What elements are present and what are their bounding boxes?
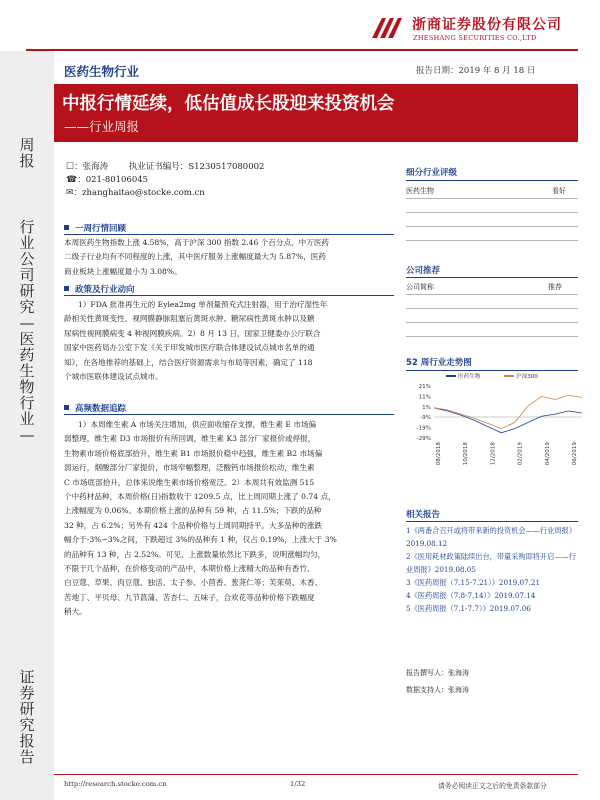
left-band-top-text: 周报 — [19, 136, 35, 170]
rating-title: 细分行业评级 — [406, 168, 458, 178]
related-title: 相关报告 — [406, 510, 441, 520]
chart-divider — [406, 370, 578, 371]
section-bullet-icon — [64, 286, 69, 291]
y-tick-label: -19% — [416, 425, 431, 432]
left-band-middle-text: 行业公司研究—医药生物行业— — [19, 218, 35, 444]
cert-number: S1230517080002 — [188, 162, 265, 172]
footer-disclaimer: 请务必阅读正文之后的免责条款部分 — [438, 782, 547, 790]
x-tick-label: 12/2018 — [490, 442, 497, 466]
x-tick-label: 04/2019 — [544, 442, 551, 466]
email-label: ： — [73, 188, 83, 198]
related-list — [406, 524, 578, 615]
x-tick-label: 06/2019 — [572, 442, 578, 466]
recommend-title: 公司推荐 — [406, 266, 441, 276]
company-name-cn: 浙商证券股份有限公司 — [412, 17, 562, 33]
company-logo-icon — [368, 14, 408, 42]
phone-label: ： — [77, 175, 86, 185]
user-icon: ☐ — [66, 162, 75, 172]
cert-label: 执业证书编号： — [128, 162, 189, 172]
related-item[interactable]: 3《医药周报（7.15-7.21）》2019.07.21 — [406, 578, 541, 587]
table-line — [406, 226, 578, 227]
related-divider — [406, 521, 578, 522]
series-line-1 — [434, 395, 582, 428]
writer-row: 报告撰写人：张海涛 — [406, 669, 469, 677]
section-divider — [64, 414, 394, 415]
report-subtitle: ——行业周报 — [64, 119, 140, 134]
industry-label: 医药生物行业 — [64, 64, 140, 79]
table-line — [406, 322, 578, 323]
section-policy-body: 1）FDA 批准再生元的 Eylea2mg 单剂量预充式注射器，用于治疗湿性年 龄相关性黄斑变性、视网膜静脉阻塞后黄斑水肿、糖尿病性黄斑水肿以及糖 尿病性视网膜病变 4 种视网膜疾病。2）8 月 13 日，国家卫健委办公厅联合 国家中医药局办公室下发《关于印发城市医疗联合体建设试点城市名单的通 知》，在各地推荐的基础上，结合医疗资源需求与布局等因素，确定了 118 个城市医联体建设试点城市。 — [64, 300, 328, 382]
section-bullet-icon — [64, 405, 69, 410]
x-tick-label: 02/2019 — [517, 442, 524, 466]
section-weekly-review-body: 本周医药生物指数上涨 4.58%，高于沪深 300 指数 2.46 个百分点，中万医药 二级子行业均有不同程度的上涨，其中医疗服务上涨幅度最大为 5.87%，医药 商业板块上涨幅度最小为 3.08%。 — [64, 238, 330, 276]
left-band-bottom-text: 证券研究报告 — [19, 668, 35, 766]
author-row — [66, 160, 264, 172]
email-row — [66, 186, 205, 198]
report-date — [416, 64, 535, 76]
recommend-col-name: 公司简称 — [406, 283, 434, 291]
table-line — [406, 198, 578, 199]
series-line-0 — [434, 408, 582, 433]
phone-number: 021-80106045 — [85, 175, 149, 185]
report-title: 中报行情延续，低估值成长股迎来投资机会 — [62, 94, 395, 114]
legend-label-series-0: 医药生物 — [458, 374, 481, 380]
x-tick-label: 10/2018 — [463, 442, 470, 466]
footer-url[interactable]: http://research.stocke.com.cn — [64, 780, 167, 788]
y-tick-label: -29% — [416, 436, 431, 442]
phone-row — [66, 173, 148, 185]
section-divider — [64, 234, 394, 235]
email-address[interactable]: zhanghaitao@stocke.com.cn — [82, 188, 205, 198]
phone-icon: ☎ — [66, 175, 78, 185]
y-tick-label: -9% — [420, 415, 431, 422]
related-item[interactable]: 2《医用耗材政策陆续出台，带量采购即将开启——行业周报》2019.08.05 — [406, 552, 576, 574]
y-tick-label: 1% — [422, 404, 431, 411]
chart-title: 52 周行业走势图 — [406, 358, 472, 368]
industry-trend-chart — [406, 372, 584, 472]
contact-row: 数据支持人：张海涛 — [406, 686, 469, 694]
footer-divider — [54, 774, 578, 775]
related-item[interactable]: 5《医药周报（7.1-7.7）》2019.07.06 — [406, 604, 531, 613]
legend-swatch-series-1 — [504, 375, 514, 377]
table-line — [406, 336, 578, 337]
section-data-tracking-body: 1）本周维生素 A 市场关注增加，供应面收缩存支撑，维生素 E 市场偏 弱整理，维生素 D3 市场报价有所回调，维生素 K3 部分厂家报价或停报， 生物素市场价格底部拾升，维生素 B1 市场报价稳中趋强，维生素 B2 市场偏 弱运行，烟酸部分厂家提价，市场窄幅整理，泛酸钙市场报价松动，维生素 C 市场底部拾升，总体来说维生素市场价格宽泛。2）本周共有效监测 515 个中药材品种，本周价格(日)指数收于 1209.5 点，比上周同期上涨了 0.74 点， 上涨幅度为 0.06%。本期价格上涨的品种有 59 种，占 11.5%；下跌的品种 32 种，占 6.2%；另外有 424 个品种价格与上周同期持平。大多品种的涨跌 幅介于-3%~3%之间，下跌超过 3%的品种有 1 种，仅占 0.19%，上涨大于 3% 的品种有 13 种，占 2.52%。可见，上涨数量依然比下跌多，说明涨幅均匀， 不限于几个品种，在价格变动的产品中，本期价格上涨精大的品种有香竹、 白豆蔻、草果、肉豆蔻、独活、太子参、小茴香、葱荛仁等；芙茱萸、木香、 苦地丁、平贝母、九节菖蒲、苦杏仁、五味子，合欢花等品种价格下跌幅度 稍大。 — [64, 420, 337, 617]
legend-swatch-series-0 — [446, 375, 456, 377]
company-name-en: ZHESHANG SECURITIES CO.,LTD — [413, 34, 537, 42]
related-item[interactable]: 1《两番合召开或将带来新的投资机会——行业周报》2019.08.12 — [406, 526, 576, 548]
x-tick-label: 08/2018 — [436, 442, 442, 466]
report-date-value: 2019 年 8 月 18 日 — [458, 66, 536, 76]
recommend-col-rating: 推荐 — [548, 283, 562, 291]
table-line — [406, 308, 578, 309]
section-divider — [64, 295, 394, 296]
legend-label-series-1: 沪深300 — [516, 374, 538, 380]
y-tick-label: 21% — [418, 384, 431, 390]
related-item[interactable]: 4《医药周报（7.8-7.14）》2019.07.14 — [406, 591, 536, 600]
email-icon: ✉ — [66, 188, 74, 198]
table-line — [406, 240, 578, 241]
section-bullet-icon — [64, 225, 69, 230]
rating-divider — [406, 180, 578, 181]
rating-value: 看好 — [552, 187, 566, 195]
rating-industry: 医药生物 — [406, 187, 434, 195]
y-tick-label: 11% — [418, 394, 431, 401]
recommend-divider — [406, 277, 578, 278]
table-line — [406, 212, 578, 213]
table-line — [406, 294, 578, 295]
header-divider — [26, 49, 578, 51]
page-number: 1/32 — [290, 780, 306, 788]
left-sidebar-band — [0, 51, 54, 800]
report-date-label: 报告日期： — [416, 66, 459, 76]
author-name: ：张海涛 — [74, 162, 109, 172]
section-data-tracking-title: 高频数据追踪 — [64, 402, 126, 414]
section-weekly-review-title: 一周行情回顾 — [64, 222, 126, 234]
section-policy-title: 政策及行业动向 — [64, 283, 135, 295]
